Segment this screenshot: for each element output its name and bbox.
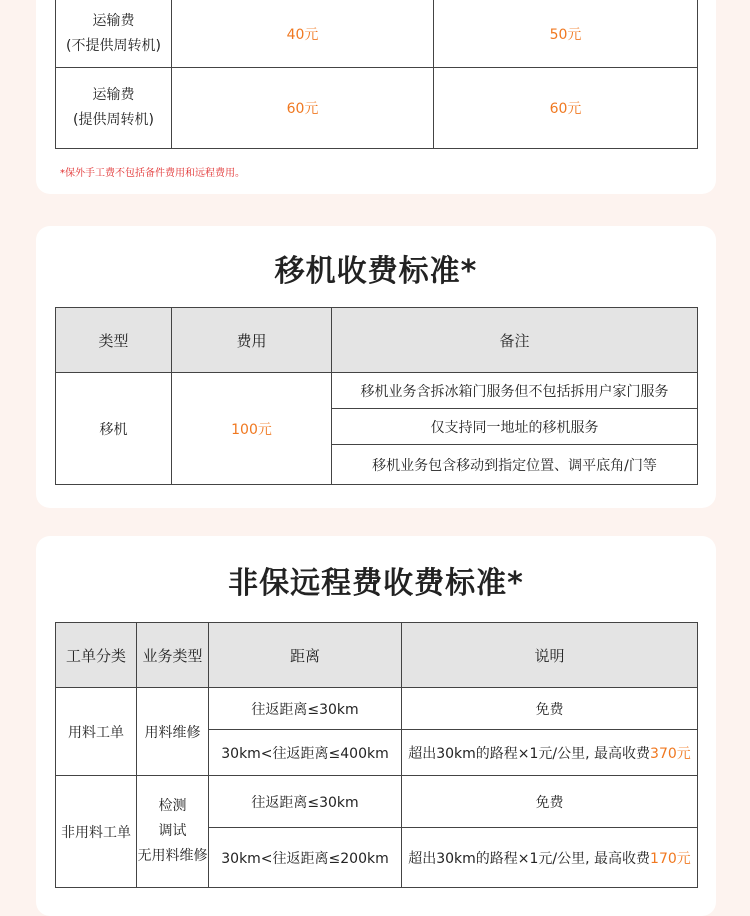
- freight-fee-card: [36, 0, 716, 194]
- business-type-line: 调试: [158, 823, 187, 839]
- column-header: 距离: [209, 623, 402, 688]
- relocation-fee: 100元: [172, 373, 332, 485]
- distance-cell: 30km<往返距离≤200km: [209, 828, 402, 888]
- description-text: 超出30km的路程×1元/公里, 最高收费: [408, 850, 651, 867]
- relocation-remark: 移机业务包含移动到指定位置、调平底角/门等: [332, 445, 698, 485]
- description-cell: [402, 688, 698, 730]
- freight-fee-value: 50元: [434, 0, 698, 68]
- table-header-row: [56, 623, 698, 688]
- description-cell: [402, 730, 698, 776]
- freight-label: [56, 68, 172, 149]
- freight-fee-value: 60元: [434, 68, 698, 149]
- column-header: 说明: [402, 623, 698, 688]
- table-row: [56, 68, 698, 149]
- relocation-fee-card: [36, 226, 716, 508]
- distance-cell: 往返距离≤30km: [209, 688, 402, 730]
- business-type: [137, 776, 209, 888]
- remote-fee-table: [55, 622, 698, 888]
- freight-fee-value: 40元: [172, 0, 434, 68]
- freight-label-line2: (提供周转机): [73, 112, 154, 128]
- distance-cell: 往返距离≤30km: [209, 776, 402, 828]
- description-text: 免费: [535, 794, 564, 811]
- distance-cell: 30km<往返距离≤400km: [209, 730, 402, 776]
- description-text: 免费: [535, 701, 564, 718]
- table-header-row: [56, 308, 698, 373]
- business-type-line: 检测: [158, 798, 187, 814]
- column-header: 费用: [172, 308, 332, 373]
- freight-fee-value: 60元: [172, 68, 434, 149]
- freight-footnote: *保外手工费不包括备件费用和远程费用。: [60, 168, 245, 179]
- section-title: 非保远程费收费标准*: [228, 566, 524, 601]
- relocation-remark: 移机业务含拆冰箱门服务但不包括拆用户家门服务: [332, 373, 698, 409]
- freight-label-line1: 运输费: [92, 13, 135, 29]
- work-order-category: 非用料工单: [56, 776, 137, 888]
- work-order-category: 用料工单: [56, 688, 137, 776]
- freight-fee-table: [55, 0, 698, 149]
- freight-label-line1: 运输费: [92, 87, 135, 103]
- section-title: 移机收费标准*: [274, 254, 478, 289]
- relocation-type: 移机: [56, 373, 172, 485]
- relocation-remark: 仅支持同一地址的移机服务: [332, 409, 698, 445]
- description-text: 超出30km的路程×1元/公里, 最高收费: [408, 745, 651, 762]
- relocation-fee-table: [55, 307, 698, 485]
- table-row: [56, 0, 698, 68]
- column-header: 工单分类: [56, 623, 137, 688]
- freight-label: [56, 0, 172, 68]
- freight-label-line2: (不提供周转机): [66, 38, 161, 54]
- max-fee-highlight: 170元: [650, 850, 691, 867]
- remote-fee-card: [36, 536, 716, 916]
- max-fee-highlight: 370元: [650, 745, 691, 762]
- business-type: 用料维修: [137, 688, 209, 776]
- table-row: [56, 688, 698, 730]
- business-type-line: 无用料维修: [137, 848, 208, 864]
- description-cell: [402, 776, 698, 828]
- column-header: 类型: [56, 308, 172, 373]
- table-row: [56, 373, 698, 409]
- description-cell: [402, 828, 698, 888]
- table-row: [56, 776, 698, 828]
- column-header: 备注: [332, 308, 698, 373]
- column-header: 业务类型: [137, 623, 209, 688]
